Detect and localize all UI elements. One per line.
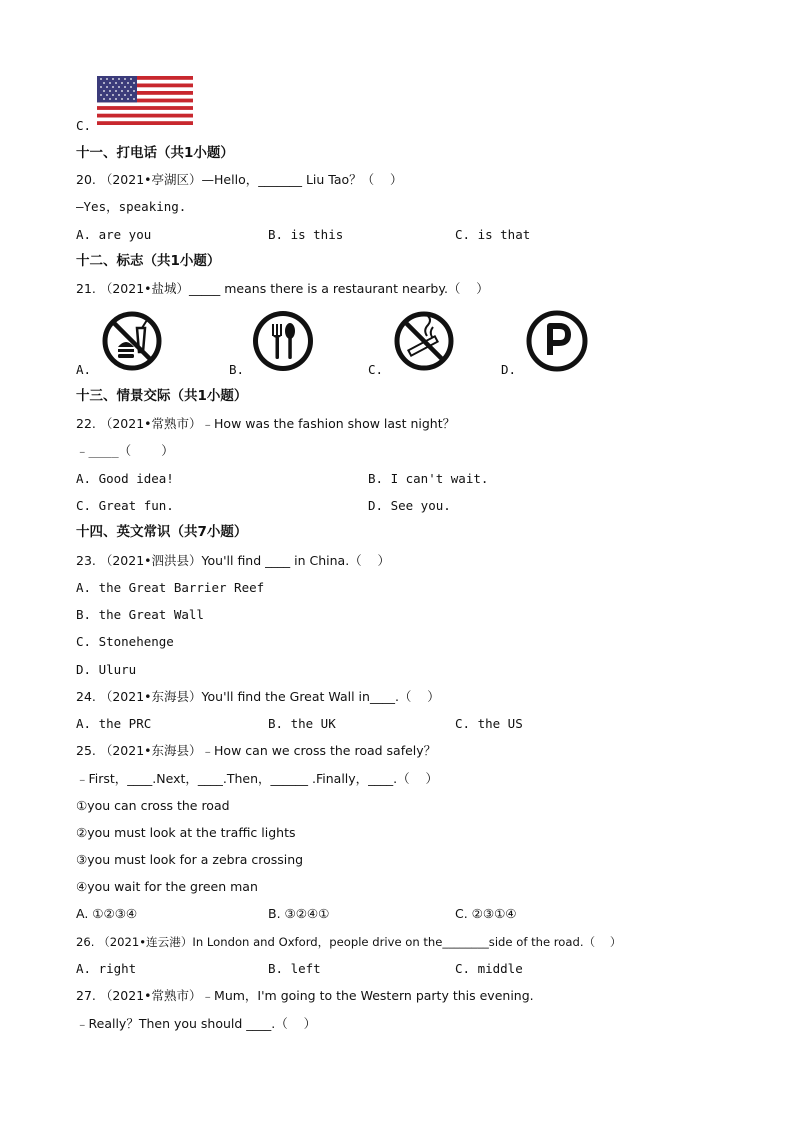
no-smoking-sign-icon	[393, 310, 455, 372]
q25-step-4: ④you wait for the green man	[76, 879, 258, 894]
us-flag-icon	[97, 76, 193, 125]
q25-option-c[interactable]: C. ②③①④	[455, 906, 517, 921]
section-heading-phone: 十一、打电话（共1小题）	[76, 145, 234, 161]
q26-option-a[interactable]: A. right	[76, 961, 137, 976]
q20-option-b[interactable]: B. is this	[268, 227, 344, 242]
q23-option-c[interactable]: C. Stonehenge	[76, 634, 174, 649]
q22-option-a[interactable]: A. Good idea!	[76, 471, 174, 486]
q24-option-a[interactable]: A. the PRC	[76, 716, 152, 731]
q25-option-b[interactable]: B. ③②④①	[268, 906, 330, 921]
no-food-drink-sign-icon	[101, 310, 163, 372]
section-heading-dialogue: 十三、情景交际（共1小题）	[76, 388, 248, 404]
q25-reply: ﹣First，____.Next，____.Then，______ .Finally，____.（ ）	[76, 771, 439, 786]
q22-reply: ﹣____（ ）	[76, 443, 174, 458]
q23-option-d[interactable]: D. Uluru	[76, 662, 137, 677]
q25-step-2: ②you must look at the traffic lights	[76, 825, 296, 840]
q20-option-a[interactable]: A. are you	[76, 227, 152, 242]
q26-option-b[interactable]: B. left	[268, 961, 321, 976]
q20-stem: 20. （2021•亭湖区）—Hello，_______ Liu Tao？（ ）	[76, 172, 403, 187]
q24-option-b[interactable]: B. the UK	[268, 716, 336, 731]
option-c-label: C.	[76, 118, 92, 133]
q21-option-c-label[interactable]: C.	[368, 362, 384, 377]
q27-reply: ﹣Really？Then you should ____.（ ）	[76, 1016, 317, 1031]
q21-option-d-label[interactable]: D.	[501, 362, 517, 377]
q21-option-b-label[interactable]: B.	[229, 362, 245, 377]
q27-stem: 27. （2021•常熟市）﹣Mum，I'm going to the Western party this evening.	[76, 988, 534, 1003]
q25-step-3: ③you must look for a zebra crossing	[76, 852, 304, 867]
q20-reply: —Yes，speaking.	[76, 199, 187, 214]
q22-option-c[interactable]: C. Great fun.	[76, 498, 174, 513]
q22-option-b[interactable]: B. I can't wait.	[368, 471, 489, 486]
q26-stem: 26. （2021•连云港）In London and Oxford，people drive on the________side of the road.（ ）	[76, 935, 622, 949]
parking-sign-icon	[526, 310, 588, 372]
q25-stem: 25. （2021•东海县）﹣How can we cross the road safely？	[76, 743, 437, 758]
q23-stem: 23. （2021•泗洪县）You'll find ____ in China.（ ）	[76, 553, 391, 568]
section-heading-signs: 十二、标志（共1小题）	[76, 253, 221, 269]
section-heading-common-sense: 十四、英文常识（共7小题）	[76, 524, 248, 540]
q22-option-d[interactable]: D. See you.	[368, 498, 451, 513]
q23-option-b[interactable]: B. the Great Wall	[76, 607, 204, 622]
q26-option-c[interactable]: C. middle	[455, 961, 523, 976]
q20-option-c[interactable]: C. is that	[455, 227, 531, 242]
q22-stem: 22. （2021•常熟市）﹣How was the fashion show last night？	[76, 416, 456, 431]
q23-option-a[interactable]: A. the Great Barrier Reef	[76, 580, 265, 595]
q25-option-a[interactable]: A. ①②③④	[76, 906, 138, 921]
q24-stem: 24. （2021•东海县）You'll find the Great Wall in____.（ ）	[76, 689, 440, 704]
q25-step-1: ①you can cross the road	[76, 798, 230, 813]
q24-option-c[interactable]: C. the US	[455, 716, 523, 731]
q21-option-a-label[interactable]: A.	[76, 362, 92, 377]
fork-spoon-restaurant-sign-icon	[252, 310, 314, 372]
q21-stem: 21. （2021•盐城）_____ means there is a restaurant nearby.（ ）	[76, 281, 489, 296]
